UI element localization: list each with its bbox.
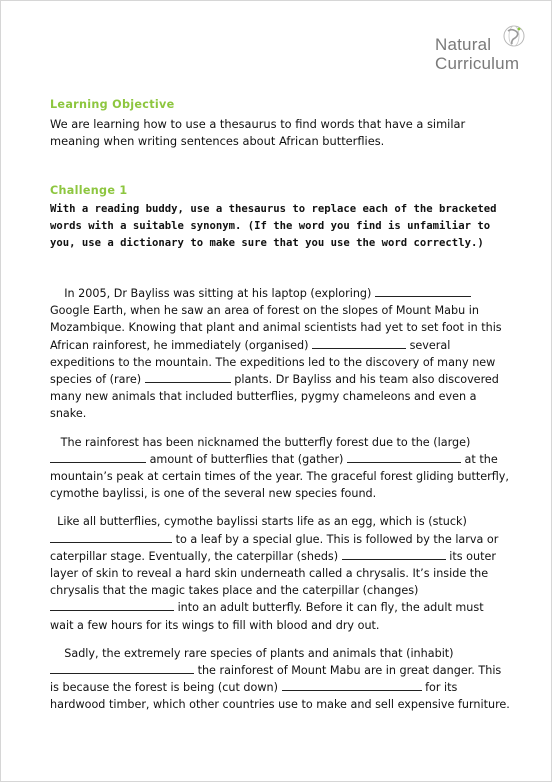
p1-text-c: several expeditions to the mountain. The expeditions led to the discovery of many new species of (rare) xyxy=(50,338,496,387)
passage-paragraph-1 xyxy=(50,285,510,423)
challenge-instructions: With a reading buddy, use a thesaurus to replace each of the bracketed words with a suitable synonym. (If the word you find is unfamiliar to you, use a dictionary to make sure that you use the word correctly.) xyxy=(50,203,497,249)
p1-text-a: In 2005, Dr Bayliss was sitting at his laptop (exploring) xyxy=(64,287,372,300)
p1-text-d: plants. Dr Bayliss and his team also discovered many new animals that included butterflies, pygmy chameleons and even a snake. xyxy=(50,373,499,421)
p2-text-b: amount of butterflies that (gather) xyxy=(149,452,344,466)
natural-curriculum-logo xyxy=(429,21,537,81)
answer-blank-large[interactable] xyxy=(50,451,146,463)
learning-objective-heading: Learning Objective xyxy=(50,98,175,111)
p4-text-b: the rainforest of Mount Mabu are in great danger. This is because the forest is being (cut down) xyxy=(50,664,502,695)
p3-text-b: to a leaf by a special glue. This is followed by the larva or caterpillar stage. Eventually, the caterpillar (sheds) xyxy=(50,532,499,563)
passage-paragraph-3 xyxy=(50,513,510,633)
p2-text-c: at the mountain’s peak at certain times of the year. The graceful forest gliding butterfly, cymothe baylissi, is one of the several new species found. xyxy=(50,452,509,501)
p2-text-a: The rainforest has been nicknamed the butterfly forest due to the (large) xyxy=(60,435,471,449)
passage-paragraph-4 xyxy=(50,645,510,714)
p4-text-c: for its hardwood timber, which other countries use to make and sell expensive furniture. xyxy=(50,681,510,712)
answer-blank-gather[interactable] xyxy=(347,451,461,463)
answer-blank-inhabit[interactable] xyxy=(50,662,194,674)
answer-blank-sheds[interactable] xyxy=(342,548,446,560)
learning-objective-text: We are learning how to use a thesaurus to find words that have a similar meaning when writing sentences about African butterflies. xyxy=(50,117,466,148)
answer-blank-changes[interactable] xyxy=(50,599,174,611)
logo-line-2: Curriculum xyxy=(435,54,520,73)
p1-text-b: Google Earth, when he saw an area of forest on the slopes of Mount Mabu in Mozambique. Knowing that plant and animal scientists had yet to set foot in this African rainforest, he immediately (organised) xyxy=(50,304,502,352)
answer-blank-cut-down[interactable] xyxy=(282,679,422,691)
answer-blank-organised[interactable] xyxy=(312,337,406,349)
p4-text-a: Sadly, the extremely rare species of plants and animals that (inhabit) xyxy=(64,646,454,660)
p3-text-d: into an adult butterfly. Before it can fly, the adult must wait a few hours for its wings to fill with blood and dry out. xyxy=(50,601,484,632)
passage-paragraph-2 xyxy=(50,434,510,503)
logo-line-1: Natural xyxy=(435,35,492,54)
answer-blank-rare[interactable] xyxy=(145,371,231,383)
answer-blank-exploring[interactable] xyxy=(375,285,471,297)
answer-blank-stuck[interactable] xyxy=(50,531,172,543)
logo-text xyxy=(435,35,519,73)
passage xyxy=(50,285,510,725)
challenge-heading: Challenge 1 xyxy=(50,184,128,197)
p3-text-a: Like all butterflies, cymothe baylissi starts life as an egg, which is (stuck) xyxy=(57,515,467,529)
p3-text-c: its outer layer of skin to reveal a hard skin underneath called a chrysalis. It’s inside the chrysalis that the magic takes place and the caterpillar (changes) xyxy=(50,549,496,598)
